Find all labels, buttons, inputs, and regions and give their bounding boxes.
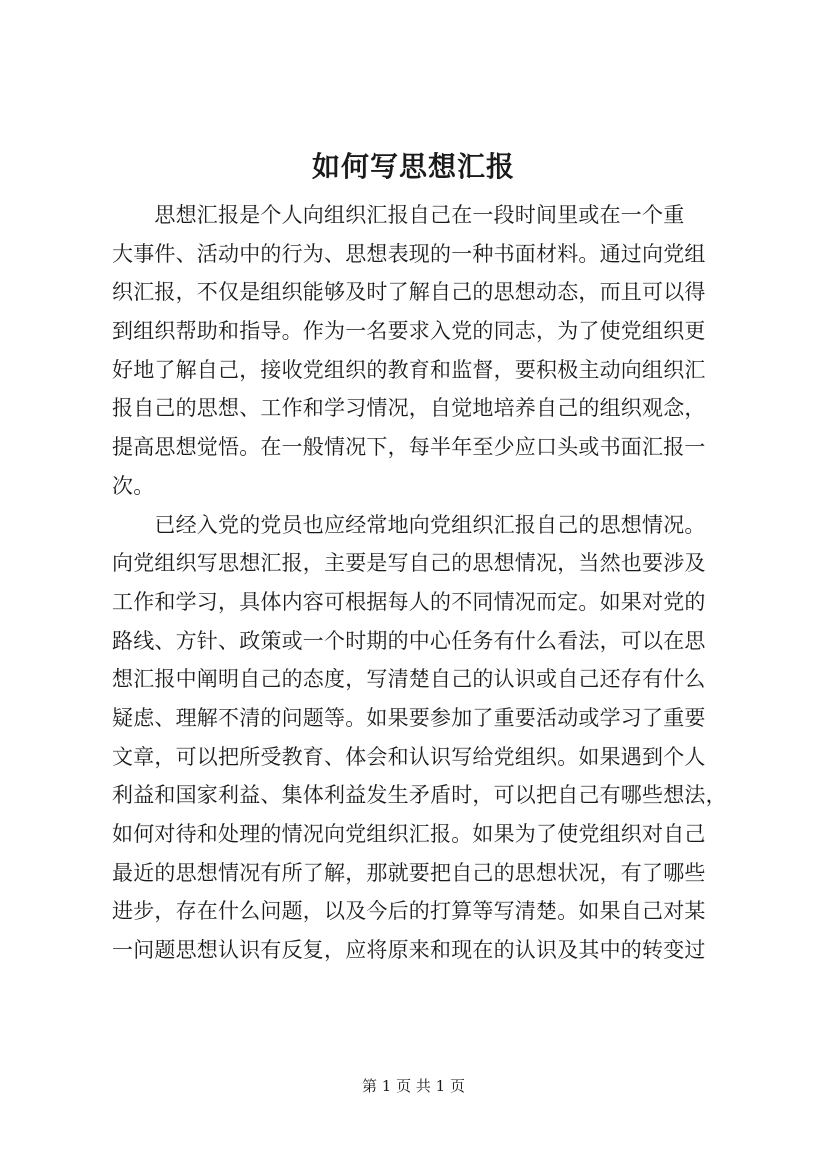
paragraph-line: 最近的思想情况有所了解，那就要把自己的思想状况，有了哪些 [112,860,706,885]
paragraph-line: 向党组织写思想汇报，主要是写自己的思想情况，当然也要涉及 [112,551,706,576]
paragraph-line: 工作和学习，具体内容可根据每人的不同情况而定。如果对党的 [112,589,706,614]
paragraph-line: 路线、方针、政策或一个时期的中心任务有什么看法，可以在思 [112,628,706,653]
paragraph-line: 利益和国家利益、集体利益发生矛盾时，可以把自己有哪些想法， [112,783,727,808]
paragraph-line: 进步，存在什么问题，以及今后的打算等写清楚。如果自己对某 [112,899,706,924]
paragraph-line: 报自己的思想、工作和学习情况，自觉地培养自己的组织观念， [112,396,706,421]
document-body [112,196,732,970]
paragraph-2 [112,506,732,970]
paragraph-line: 大事件、活动中的行为、思想表现的一种书面材料。通过向党组 [112,241,706,266]
paragraph-line: 疑虑、理解不清的问题等。如果要参加了重要活动或学习了重要 [112,705,706,730]
paragraph-line: 织汇报，不仅是组织能够及时了解自己的思想动态，而且可以得 [112,280,706,305]
page-footer: 第 1 页 共 1 页 [362,1077,465,1095]
paragraph-1 [112,196,732,506]
paragraph-line: 好地了解自己，接收党组织的教育和监督，要积极主动向组织汇 [112,357,706,382]
paragraph-line: 想汇报中阐明自己的态度，写清楚自己的认识或自己还存有什么 [112,667,706,692]
paragraph-line: 次。 [112,473,155,498]
paragraph-line: 到组织帮助和指导。作为一名要求入党的同志，为了使党组织更 [112,319,706,344]
paragraph-line: 思想汇报是个人向组织汇报自己在一段时间里或在一个重 [112,203,685,227]
paragraph-line: 如何对待和处理的情况向党组织汇报。如果为了使党组织对自己 [112,822,706,846]
paragraph-line: 一问题思想认识有反复，应将原来和现在的认识及其中的转变过 [112,938,706,963]
document-title: 如何写思想汇报 [311,150,515,183]
paragraph-line: 提高思想觉悟。在一般情况下，每半年至少应口头或书面汇报一 [112,435,706,460]
paragraph-line: 已经入党的党员也应经常地向党组织汇报自己的思想情况。 [112,512,706,537]
paragraph-line: 文章，可以把所受教育、体会和认识写给党组织。如果遇到个人 [112,744,706,769]
